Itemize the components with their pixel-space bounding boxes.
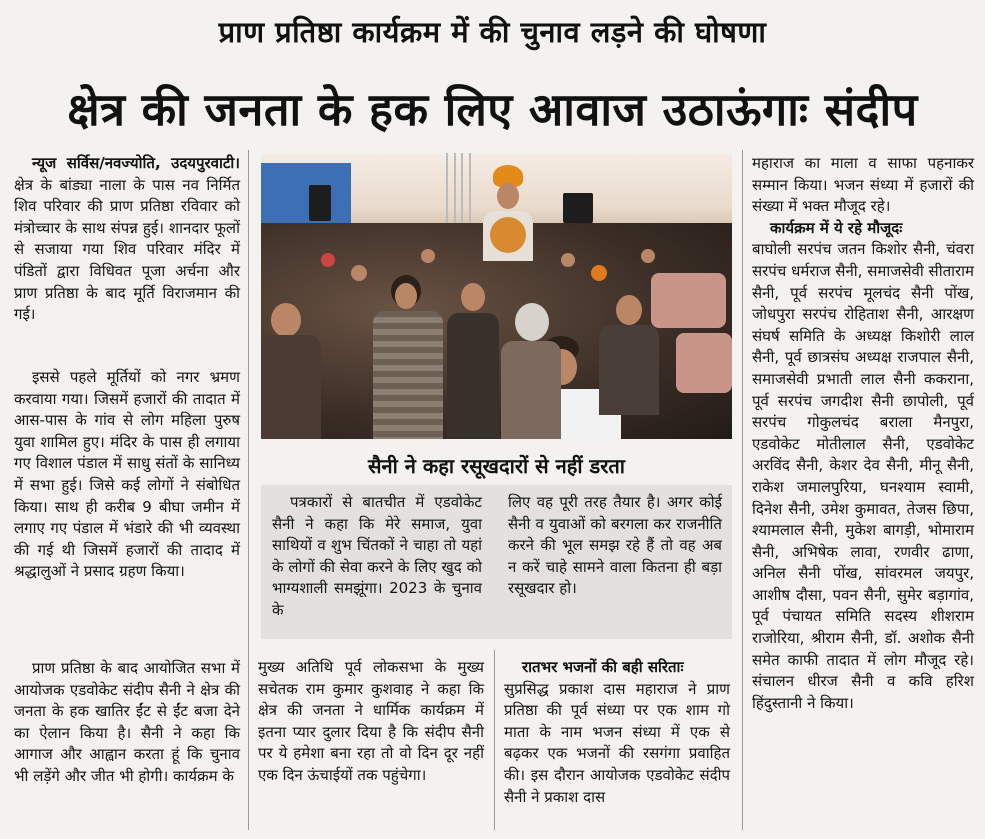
sofa <box>651 273 726 328</box>
left-para-2-text: इससे पहले मूर्तियों को नगर भ्रमण करवाया गया। जिसमें हजारों की तादात में आस-पास के गांव से लोग महिला पुरुष युवा शामिल हुए। मंदिर के पास ही लगाया गए विशाल पंडाल में साधु संतों के सानिध्य में सभा हुई। जिसे कई लोगों ने संबोधित किया। साथ ही करीब 9 बीघा जमीन में लगाए गए पंडाल में भंडारे की भी व्यवस्था की गई थी जिसमें हजारों की तादाद में श्रद्धालुओं ने प्रसाद ग्रहण किया। <box>14 368 240 581</box>
right-column <box>752 153 974 714</box>
box-column-a <box>272 492 482 622</box>
face <box>461 283 485 311</box>
crowd-detail <box>321 253 335 267</box>
column-divider <box>248 150 249 830</box>
byline: न्यूज सर्विस/नवज्योति, उदयपुरवाटी। <box>32 154 240 172</box>
man-brown-jacket <box>501 341 561 439</box>
garland <box>490 217 526 253</box>
crowd-detail <box>351 265 367 281</box>
column-divider <box>742 150 743 830</box>
left-column-para-1 <box>14 153 240 326</box>
face <box>616 295 642 325</box>
man-dark-jacket <box>599 325 659 415</box>
box-col-a-text: पत्रकारों से बातचीत में एडवोकेट सैनी ने कहा कि मेरे समाज, युवा साथियों व शुभ चिंतकों ने चाहा तो यहां के लोगों की सेवा करने के लिए खुद को भाग्यशाली समझूंगा। 2023 के चुनाव के <box>272 493 482 619</box>
box-heading: सैनी ने कहा रसूखदारों से नहीं डरता <box>368 454 625 478</box>
speaker <box>563 193 593 223</box>
face <box>497 183 519 209</box>
middle-column-c <box>258 657 484 787</box>
white-haired-man <box>515 303 549 341</box>
main-headline: क्षेत्र की जनता के हक लिए आवाज उठाऊंगाः संदीप <box>67 83 918 136</box>
kicker-headline: प्राण प्रतिष्ठा कार्यक्रम में की चुनाव लड़ने की घोषणा <box>218 15 767 49</box>
event-photo <box>261 153 732 439</box>
crowd-detail <box>591 265 607 281</box>
attendees-subheading: कार्यक्रम में ये रहे मौजूदः <box>770 218 903 237</box>
man-striped-sweater <box>373 311 443 439</box>
left-para-1-text: क्षेत्र के बांड्या नाला के पास नव निर्मित शिव परिवार की प्राण प्रतिष्ठा रविवार को मंत्रोच्चार के साथ संपन्न हुई। शानदार फूलों से सजाया गया शिव परिवार मंदिर में पंडितों द्वारा विधिवत पूजा अर्चना और प्राण प्रतिष्ठा के बाद मूर्ति विराजमान की गई। <box>14 175 240 324</box>
bhajan-subheading: रातभर भजनों की बही सरिताः <box>522 658 684 676</box>
crowd-detail <box>561 253 575 267</box>
crowd-detail <box>421 249 435 263</box>
left-column-para-3 <box>14 658 240 788</box>
box-column-b <box>508 492 722 600</box>
box-col-b-text: लिए वह पूरी तरह तैयार है। अगर कोई सैनी व युवाओं को बरगला कर राजनीति करने की भूल समझ रहे हैं तो वह अब न करें चाहे सामने वाला कितना ही बड़ा रसूखदार हो। <box>508 493 722 598</box>
middle-col-c-text: मुख्य अतिथि पूर्व लोकसभा के मुख्य सचेतक राम कुमार कुशवाह ने कहा कि क्षेत्र की जनता ने धार्मिक कार्यक्रम में इतना प्यार दुलार दिया है कि संदीप सैनी पर ये हमेशा बना रहा तो वो दिन दूर नहीं एक दिन ऊंचाईयों तक पहुंचेगा। <box>258 658 484 784</box>
speaker <box>309 185 331 221</box>
middle-col-d-text: सुप्रसिद्ध प्रकाश दास महाराज ने प्राण प्रतिष्ठा की पूर्व संध्या पर एक शाम गो माता के नाम भजन संध्या में एक से बढ़कर एक भजनों की रसगंगा प्रवाहित की। इस दौरान आयोजक एडवोकेट संदीप सैनी ने प्रकाश दास <box>504 679 730 806</box>
man-phone <box>447 313 499 439</box>
column-divider <box>494 650 495 830</box>
left-para-3-text: प्राण प्रतिष्ठा के बाद आयोजित सभा में आयोजक एडवोकेट संदीप सैनी ने क्षेत्र की जनता के हक खातिर ईंट से ईंट बजा देने का ऐलान किया है। सैनी ने कहा कि आगाज और आह्वान करता हूं कि चुनाव भी लड़ेंगे और जीत भी होगी। कार्यक्रम के <box>14 659 240 785</box>
crowd-detail <box>641 249 655 263</box>
face <box>271 303 301 337</box>
right-para-1-text: महाराज का माला व साफा पहनाकर सम्मान किया। भजन संध्या में हजारों की संख्या में भक्त मौजूद रहे। <box>752 154 974 216</box>
man-left <box>261 335 321 439</box>
left-column-para-2 <box>14 367 240 583</box>
sofa <box>676 333 732 393</box>
attendees-list: बाघोली सरपंच जतन किशोर सैनी, चंवरा सरपंच धर्मराज सैनी, समाजसेवी सीताराम सैनी, पूर्व सरपंच मूलचंद सैनी पोंख, जोधपुरा सरपंच रोहिताश सैनी, आरक्षण संघर्ष समिति के अध्यक्ष किशोरी लाल सैनी, पूर्व छात्रसंघ अध्यक्ष राजपाल सैनी, समाजसेवी प्रभाती लाल सैनी ककराना, पूर्व सरपंच जगदीश सैनी छापोली, पूर्व सरपंच गोकुलचंद बराला मैनपुरा, एडवोकेट मोतीलाल सैनी, एडवोकेट अरविंद सैनी, केशर देव सैनी, मीनू सैनी, राकेश जमालपुरिया, घनश्याम स्वामी, दिनेश सैनी, उमेश कुमावत, तेजस छिपा, श्यामलाल सैनी, मुकेश बागड़ी, भोमाराम सैनी, अभिषेक लावा, रणवीर ढाणा, अनिल सैनी पोंख, सांवरमल जयपुर, आशीष दौसा, पवन सैनी, सुमेर बड़ागांव, पूर्व पंचायत समिति सदस्य शीशराम राजोरिया, श्रीराम सैनी, डॉ. अशोक सैनी समेत काफी तादात में लोग मौजूद रहे। संचालन धीरज सैनी व कवि हरिश हिंदुस्तानी ने किया। <box>752 240 974 712</box>
face <box>395 283 417 309</box>
middle-column-d <box>504 657 730 808</box>
